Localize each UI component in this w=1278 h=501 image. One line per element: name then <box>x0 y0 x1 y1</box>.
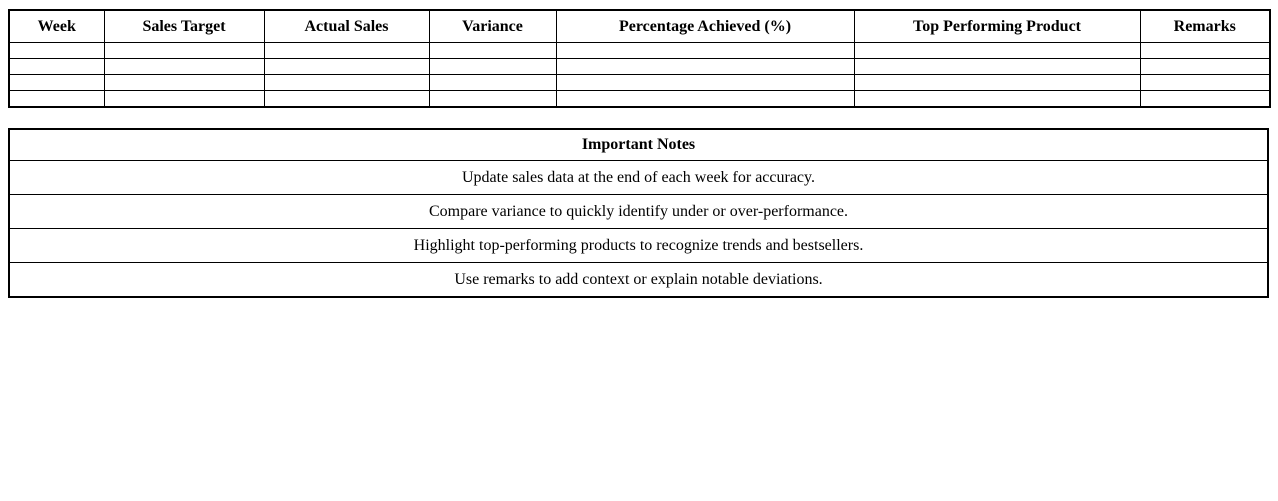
empty-cell <box>854 43 1140 59</box>
empty-cell <box>264 43 429 59</box>
empty-cell <box>1140 43 1270 59</box>
empty-cell <box>104 43 264 59</box>
empty-cell <box>1140 75 1270 91</box>
empty-cell <box>556 91 854 108</box>
weekly-sales-table <box>8 9 1271 108</box>
table-row <box>9 91 1270 108</box>
empty-cell <box>9 91 104 108</box>
empty-cell <box>854 59 1140 75</box>
table-row <box>9 75 1270 91</box>
table-row <box>9 43 1270 59</box>
note-row <box>9 161 1268 195</box>
note-item: Use remarks to add context or explain notable deviations. <box>9 263 1268 298</box>
column-header-sales-target: Sales Target <box>104 10 264 43</box>
column-header-week: Week <box>9 10 104 43</box>
note-item: Update sales data at the end of each week for accuracy. <box>9 161 1268 195</box>
column-header-top-performing-product: Top Performing Product <box>854 10 1140 43</box>
empty-cell <box>9 59 104 75</box>
note-row <box>9 195 1268 229</box>
empty-cell <box>1140 59 1270 75</box>
column-header-variance: Variance <box>429 10 556 43</box>
empty-cell <box>429 75 556 91</box>
empty-cell <box>854 75 1140 91</box>
sales-table-header-row <box>9 10 1270 43</box>
empty-cell <box>1140 91 1270 108</box>
empty-cell <box>9 43 104 59</box>
column-header-actual-sales: Actual Sales <box>264 10 429 43</box>
empty-cell <box>104 59 264 75</box>
note-row <box>9 229 1268 263</box>
empty-cell <box>264 91 429 108</box>
empty-cell <box>556 59 854 75</box>
note-row <box>9 263 1268 298</box>
empty-cell <box>429 59 556 75</box>
notes-title-row <box>9 129 1268 161</box>
empty-cell <box>556 43 854 59</box>
column-header-remarks: Remarks <box>1140 10 1270 43</box>
empty-cell <box>104 91 264 108</box>
empty-cell <box>104 75 264 91</box>
empty-cell <box>429 91 556 108</box>
empty-cell <box>429 43 556 59</box>
empty-cell <box>854 91 1140 108</box>
table-row <box>9 59 1270 75</box>
column-header-percentage-achieved: Percentage Achieved (%) <box>556 10 854 43</box>
note-item: Highlight top-performing products to recognize trends and bestsellers. <box>9 229 1268 263</box>
important-notes-table <box>8 128 1269 298</box>
note-item: Compare variance to quickly identify under or over-performance. <box>9 195 1268 229</box>
empty-cell <box>264 59 429 75</box>
empty-cell <box>264 75 429 91</box>
notes-title: Important Notes <box>9 129 1268 161</box>
empty-cell <box>556 75 854 91</box>
empty-cell <box>9 75 104 91</box>
